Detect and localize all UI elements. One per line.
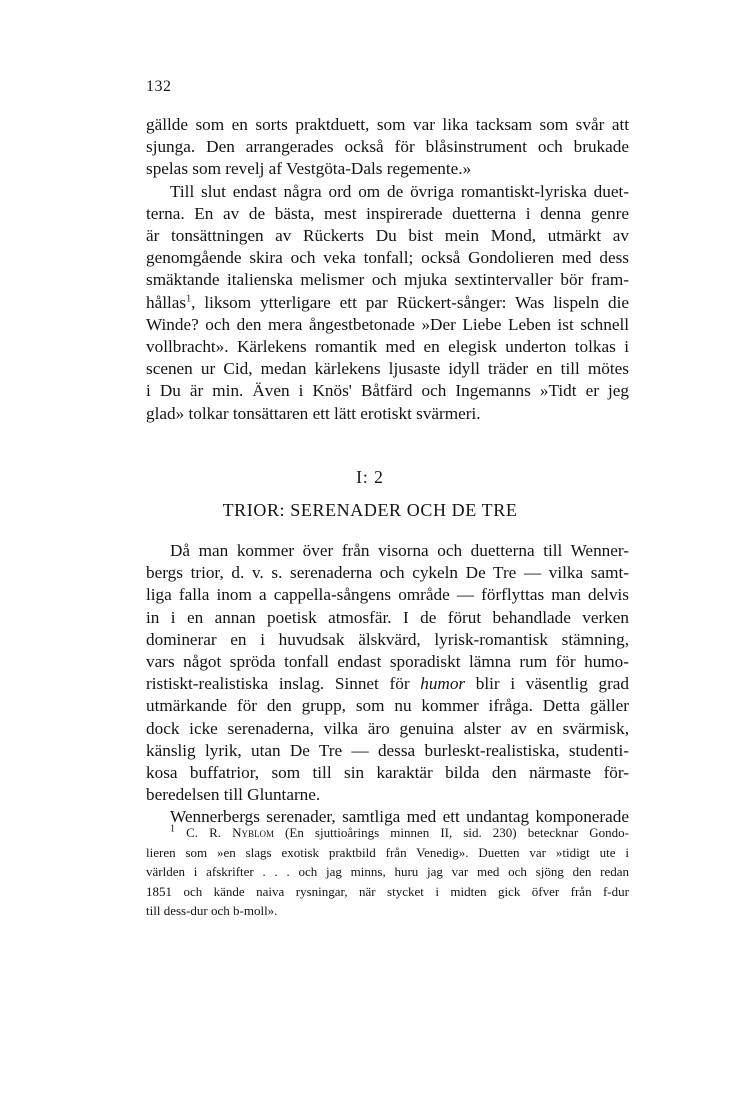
footnote <box>146 823 629 921</box>
line: är tonsättningen av Rückerts Du bist mein Mond, utmärkt av <box>146 226 629 246</box>
text-span: (En sjuttioårings minnen II, sid. 230) betecknar Gondo- <box>285 825 630 840</box>
footnote-ref: 1 <box>186 292 192 304</box>
line: gällde som en sorts praktduett, som var lika tacksam som svår att <box>146 115 629 134</box>
line: dominerar en i huvudsak älskvärd, lyrisk-romantisk stämning, <box>146 629 629 649</box>
line: Till slut endast några ord om de övriga romantiskt-lyriska duet- <box>170 181 629 201</box>
text-span: , liksom ytterligare ett par Rückert-sånger: Was lispeln die <box>191 292 629 312</box>
line <box>146 292 629 314</box>
page-number: 132 <box>146 78 172 95</box>
line: känslig lyrik, utan De Tre — dessa burleskt-realistiska, studenti- <box>146 740 629 760</box>
footnote-line: till dess-dur och b-moll». <box>146 903 278 918</box>
line: Då man kommer över från visorna och duetterna till Wenner- <box>170 541 629 560</box>
line: kosa buffatrior, som till sin karaktär bilda den närmaste för- <box>146 763 629 783</box>
line: dock icke serenaderna, vilka äro genuina alster av en svärmisk, <box>146 718 629 738</box>
line: utmärkande för den grupp, som nu kommer ifråga. Detta gäller <box>146 696 629 716</box>
line: scenen ur Cid, medan kärlekens ljusaste idyll träder en till mötes <box>146 359 629 379</box>
footnote-line: lieren som »en slags exotisk praktbild från Venedig». Duetten var »tidigt ute i <box>146 844 629 860</box>
line: beredelsen till Gluntarne. <box>146 785 321 805</box>
text-span: hållas <box>146 292 187 312</box>
line: spelas som revelj af Vestgöta-Dals regemente.» <box>146 159 472 179</box>
footnote-line: världen i afskrifter . . . och jag minns, huru jag var med och sjöng den redan <box>146 864 629 879</box>
line: vars något spröda tonfall endast sporadiskt lämna rum för humo- <box>146 652 629 672</box>
line: smäktande italienska melismer och mjuka sextintervaller bör fram- <box>146 270 629 290</box>
section-title: TRIOR: SERENADER OCH DE TRE <box>222 500 518 520</box>
line: in i en annan poetisk atmosfär. I de förut behandlade verken <box>146 607 629 627</box>
line: genomgående skira och veka tonfall; också Gondolieren med dess <box>146 248 629 268</box>
line: sjunga. Den arrangerades också för blåsinstrument och brukade <box>146 137 629 157</box>
line: liga falla inom a cappella-sångens område — förflyttas man delvis <box>146 585 629 605</box>
section-number: I: 2 <box>356 467 384 487</box>
footnote-line: 1851 och kände naiva rysningar, när stycket i midten gick öfver från f-dur <box>146 883 629 899</box>
line: terna. En av de bästa, mest inspirerade duetterna i denna genre <box>146 203 629 223</box>
main-text-block <box>146 540 629 829</box>
line: glad» tolkar tonsättaren ett lätt erotiskt svärmeri. <box>146 403 481 423</box>
footnote-line <box>146 823 629 843</box>
line: vollbracht». Kärlekens romantik med en elegisk underton tolkas i <box>146 337 629 357</box>
emphasis-humor: humor <box>420 674 466 694</box>
footnote-marker: 1 <box>170 823 175 835</box>
line: Winde? och den mera ångestbetonade »Der Liebe Leben ist schnell <box>146 314 629 334</box>
line: Wennerbergs serenader, samtliga med ett undantag komponerade <box>170 807 629 827</box>
footnote-author: C. R. Nyblom <box>186 825 274 840</box>
text-span: blir i väsentlig grad <box>475 674 630 694</box>
line <box>146 673 629 695</box>
line: i Du är min. Även i Knös' Båtfärd och Ingemanns »Tidt er jeg <box>146 381 629 401</box>
text-span: ristiskt-realistiska inslag. <box>146 674 325 694</box>
text-span: Sinnet för <box>334 674 410 694</box>
line: bergs trior, d. v. s. serenaderna och cykeln De Tre — vilka samt- <box>146 563 629 583</box>
top-text-block <box>146 114 629 425</box>
